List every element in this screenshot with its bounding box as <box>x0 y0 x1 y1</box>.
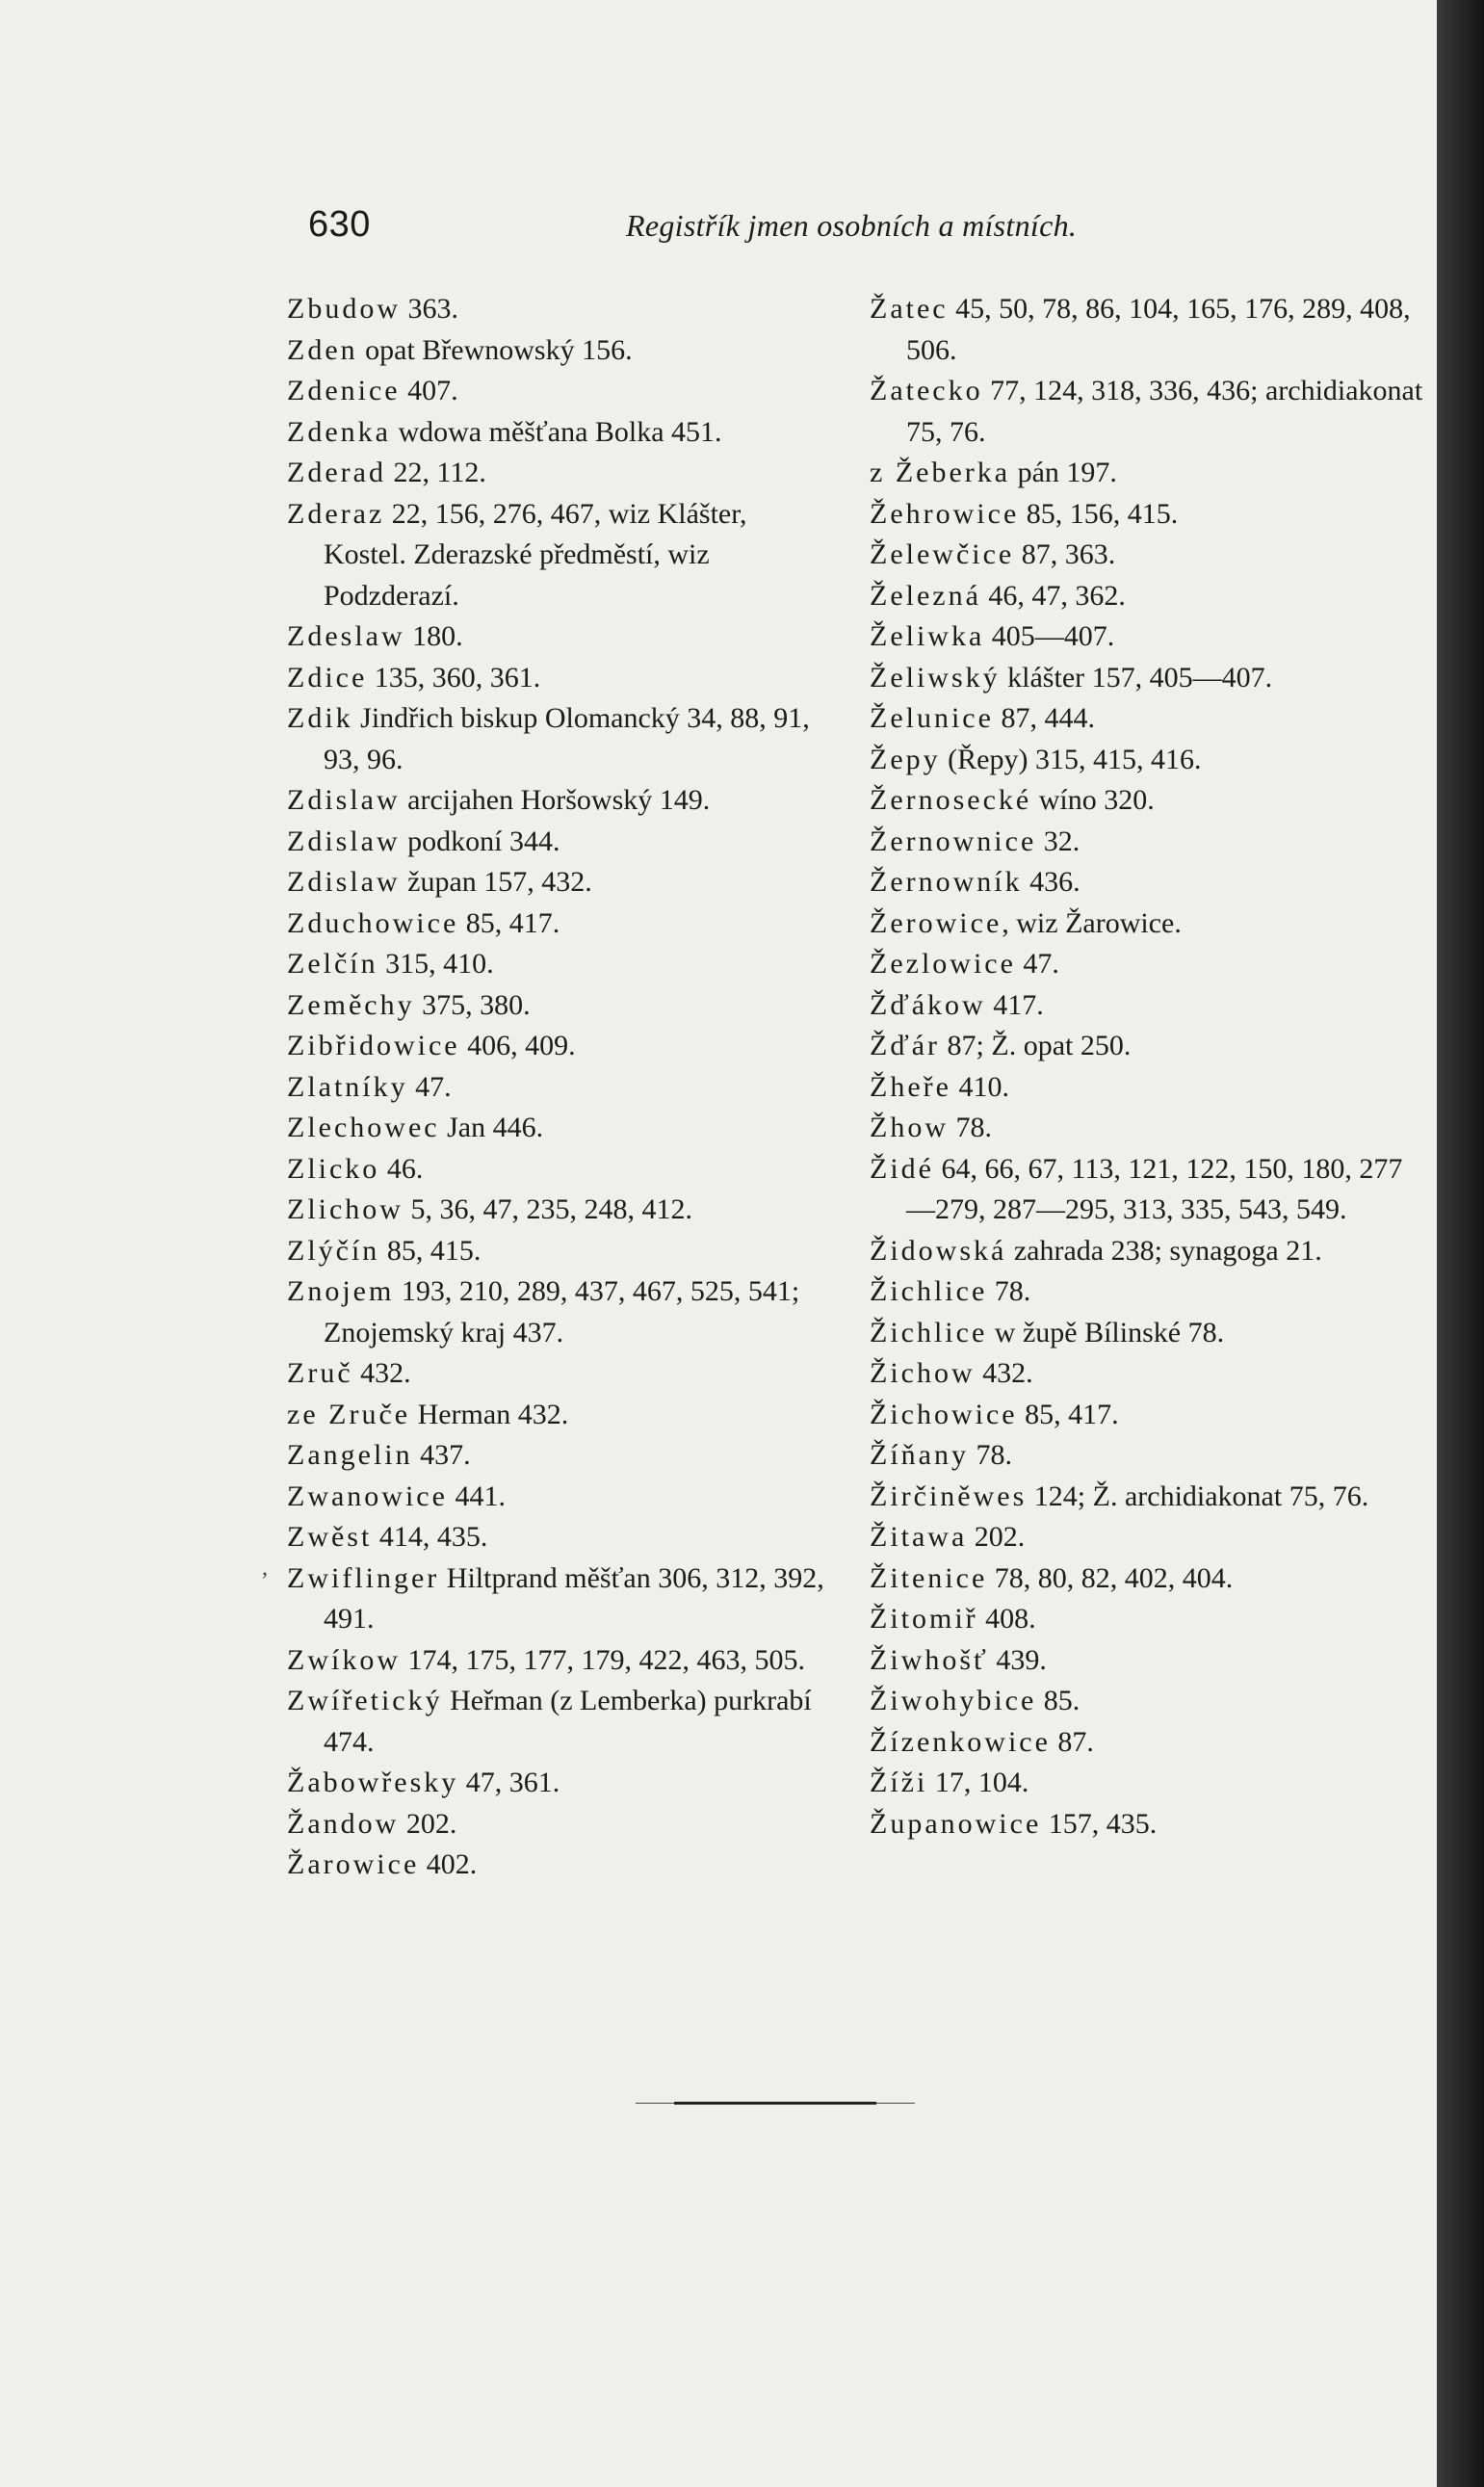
entry-headword: Zlicko <box>287 1152 380 1185</box>
entry-headword: Zlatníky <box>287 1070 408 1103</box>
entry-headword: Zwěst <box>287 1521 373 1553</box>
entry-headword: Žitenice <box>870 1561 988 1594</box>
entry-headword: Želunice <box>870 702 994 734</box>
entry-references: 157, 435. <box>1041 1807 1158 1840</box>
entry-references: 46. <box>379 1152 424 1185</box>
entry-headword: Zlýčín <box>287 1234 380 1267</box>
entry-headword: Zdislaw <box>287 784 401 816</box>
page-header <box>308 204 1136 252</box>
index-entry <box>287 1845 826 1886</box>
index-entry <box>870 1681 1428 1722</box>
index-entry <box>287 1271 826 1353</box>
entry-references: 47. <box>407 1070 452 1103</box>
entry-headword: Zelčín <box>287 948 378 980</box>
index-entry <box>870 944 1428 985</box>
index-entry <box>287 1477 826 1518</box>
entry-references: 85, 156, 415. <box>1019 497 1179 530</box>
entry-references: 77, 124, 318, 336, 436; archidiakonat 75, 76. <box>906 375 1423 448</box>
entry-references: zahrada 238; synagoga 21. <box>1006 1234 1322 1267</box>
entry-references: 85, 417. <box>1017 1398 1119 1430</box>
index-entry <box>870 698 1428 740</box>
entry-headword: Žitawa <box>870 1521 968 1553</box>
entry-headword: Žirčiněwes <box>870 1479 1028 1512</box>
entry-references: 124; Ž. archidiakonat 75, 76. <box>1027 1479 1369 1512</box>
entry-headword: Zwiflinger <box>287 1561 440 1594</box>
entry-headword: Zruč <box>287 1357 353 1389</box>
entry-references: 78, 80, 82, 402, 404. <box>987 1561 1234 1594</box>
entry-references: Herman 432. <box>410 1398 569 1430</box>
entry-references: 417. <box>985 988 1044 1021</box>
entry-headword: Zderaz <box>287 497 385 530</box>
index-entry <box>870 1271 1428 1313</box>
index-entry <box>287 1558 826 1640</box>
index-entry <box>287 862 826 903</box>
entry-headword: Žatecko <box>870 375 983 406</box>
entry-references: pán 197. <box>1010 457 1117 488</box>
entry-references: 85. <box>1036 1685 1080 1716</box>
entry-references: župan 157, 432. <box>400 866 592 898</box>
entry-headword: Zdislaw <box>287 866 401 898</box>
index-entry <box>870 1108 1428 1149</box>
index-entry <box>870 822 1428 863</box>
entry-headword: Zeměchy <box>287 988 415 1021</box>
entry-references: 432. <box>352 1357 411 1389</box>
index-entry <box>870 985 1428 1027</box>
index-entry <box>870 1599 1428 1640</box>
entry-references: Jan 446. <box>439 1112 544 1143</box>
index-entry <box>870 1804 1428 1846</box>
index-entry <box>870 453 1428 494</box>
index-entry <box>870 1722 1428 1764</box>
entry-references: 87, 363. <box>1014 538 1116 570</box>
entry-references: 87; Ž. opat 250. <box>940 1030 1132 1061</box>
entry-headword: Žíňany <box>870 1439 969 1471</box>
index-entry <box>287 1190 826 1231</box>
index-entry <box>287 1353 826 1395</box>
entry-references: 174, 175, 177, 179, 422, 463, 505. <box>401 1643 805 1676</box>
entry-references: 407. <box>400 375 458 406</box>
end-rule-divider <box>674 2102 876 2105</box>
entry-references: 5, 36, 47, 235, 248, 412. <box>403 1193 692 1225</box>
index-entry <box>870 1313 1428 1354</box>
entry-headword: Žheře <box>870 1070 951 1103</box>
entry-references: arcijahen Horšowský 149. <box>400 784 711 816</box>
entry-headword: Znojem <box>287 1275 395 1307</box>
entry-headword: Žíži <box>870 1767 928 1798</box>
index-entry <box>870 1558 1428 1600</box>
entry-headword: Zbudow <box>287 293 401 325</box>
entry-headword: Žezlowice <box>870 948 1016 980</box>
stray-print-mark: , <box>262 1556 268 1581</box>
index-entry <box>287 903 826 945</box>
entry-references: 78. <box>987 1275 1031 1307</box>
entry-headword: Žichlice <box>870 1316 988 1348</box>
entry-headword: Zdenka <box>287 415 391 448</box>
entry-references: 87, 444. <box>993 702 1095 734</box>
entry-references: 64, 66, 67, 113, 121, 122, 150, 180, 277—279, 287—295, 313, 335, 543, 549. <box>906 1152 1403 1225</box>
index-entry <box>870 862 1428 903</box>
entry-references: 135, 360, 361. <box>367 661 541 694</box>
page-edge-shadow <box>1437 0 1484 2487</box>
entry-headword: Žiwhošť <box>870 1643 989 1676</box>
entry-headword: Zwíkow <box>287 1643 401 1676</box>
entry-headword: Zangelin <box>287 1439 413 1471</box>
index-column-right <box>870 289 1428 1845</box>
entry-references: 363. <box>401 293 458 325</box>
entry-references: 375, 380. <box>414 988 531 1021</box>
entry-references: 315, 410. <box>378 948 494 980</box>
entry-references: 180. <box>404 620 463 652</box>
entry-headword: ze Zruče <box>287 1398 411 1430</box>
entry-references: Heřman (z Lemberka) purkrabí 474. <box>324 1685 812 1758</box>
index-entry <box>870 1231 1428 1272</box>
entry-references: 408. <box>977 1603 1036 1635</box>
entry-references: 439. <box>988 1643 1047 1676</box>
entry-headword: Zwanowice <box>287 1479 448 1512</box>
entry-headword: Židowská <box>870 1234 1007 1267</box>
entry-references: 22, 156, 276, 467, wiz Klášter, Kostel. Zderazské předměstí, wiz Podzderazí. <box>324 497 747 612</box>
entry-references: (Řepy) 315, 415, 416. <box>940 743 1202 775</box>
index-entry <box>287 1026 826 1067</box>
entry-headword: Žabowřesky <box>287 1767 459 1798</box>
index-entry <box>287 1231 826 1272</box>
entry-headword: Žatec <box>870 293 949 325</box>
index-entry <box>870 616 1428 658</box>
entry-references: , wiz Žarowice. <box>1002 906 1182 939</box>
entry-references: 436. <box>1022 866 1080 898</box>
entry-headword: Žerowice <box>870 906 1002 939</box>
index-entry <box>287 1804 826 1846</box>
entry-headword: Žehrowice <box>870 497 1020 530</box>
entry-headword: Žichowice <box>870 1398 1018 1430</box>
entry-headword: Žepy <box>870 743 941 775</box>
entry-references: 17, 104. <box>927 1767 1029 1798</box>
entry-headword: Žďákow <box>870 988 986 1021</box>
index-entry <box>287 1681 826 1763</box>
entry-references: opat Břewnowský 156. <box>357 333 633 366</box>
entry-headword: Žitomiř <box>870 1603 978 1635</box>
entry-headword: Zdik <box>287 702 353 734</box>
index-entry <box>287 1763 826 1804</box>
entry-headword: Žhow <box>870 1112 949 1143</box>
index-entry <box>870 1395 1428 1436</box>
index-entry <box>870 371 1428 453</box>
index-entry <box>287 1108 826 1149</box>
entry-headword: Žichlice <box>870 1275 988 1307</box>
entry-headword: Zden <box>287 333 358 366</box>
index-entry <box>870 1640 1428 1682</box>
index-entry <box>287 658 826 699</box>
entry-references: 202. <box>399 1807 457 1840</box>
entry-headword: z Žeberka <box>870 457 1011 488</box>
entry-references: klášter 157, 405—407. <box>1000 661 1273 694</box>
index-entry <box>870 1353 1428 1395</box>
entry-references: 32. <box>1036 825 1080 857</box>
entry-headword: Želiwský <box>870 661 1001 694</box>
entry-references: 432. <box>975 1357 1033 1389</box>
entry-headword: Žďár <box>870 1030 941 1061</box>
entry-headword: Židé <box>870 1152 934 1185</box>
index-entry <box>287 1517 826 1558</box>
index-entry <box>870 740 1428 781</box>
index-entry <box>870 1477 1428 1518</box>
index-entry <box>870 576 1428 617</box>
index-entry <box>287 1149 826 1191</box>
entry-references: 85, 417. <box>458 906 560 939</box>
entry-references: 406, 409. <box>459 1030 576 1061</box>
index-entry <box>870 289 1428 371</box>
entry-headword: Žichow <box>870 1357 976 1389</box>
index-entry <box>287 330 826 372</box>
entry-references: 437. <box>412 1439 471 1471</box>
entry-references: 202. <box>967 1521 1026 1553</box>
page-number: 630 <box>308 204 371 245</box>
entry-references: 402. <box>419 1848 478 1880</box>
entry-references: 405—407. <box>984 620 1115 652</box>
index-entry <box>287 985 826 1027</box>
entry-references: 410. <box>950 1070 1009 1103</box>
entry-headword: Žiwohybice <box>870 1685 1037 1716</box>
index-entry <box>287 371 826 412</box>
index-entry <box>287 453 826 494</box>
index-entry <box>287 780 826 822</box>
entry-references: Hiltprand měšťan 306, 312, 392, 491. <box>324 1561 824 1635</box>
index-entry <box>287 412 826 454</box>
entry-references: 45, 50, 78, 86, 104, 165, 176, 289, 408, 506. <box>906 293 1411 366</box>
entry-headword: Žernosecké <box>870 784 1032 816</box>
index-entry <box>287 698 826 780</box>
index-entry <box>870 1067 1428 1109</box>
index-entry <box>870 780 1428 822</box>
index-entry <box>870 494 1428 536</box>
entry-references: 47. <box>1015 948 1059 980</box>
entry-references: 193, 210, 289, 437, 467, 525, 541; Znojemský kraj 437. <box>324 1275 800 1348</box>
index-entry <box>287 1395 826 1436</box>
entry-references: wdowa měšťana Bolka 451. <box>390 415 722 448</box>
running-title: Registřík jmen osobních a místních. <box>626 208 1078 243</box>
index-entry <box>870 535 1428 576</box>
entry-headword: Zdice <box>287 661 368 694</box>
entry-references: 441. <box>447 1479 506 1512</box>
index-entry <box>870 658 1428 699</box>
entry-headword: Zdenice <box>287 375 401 406</box>
index-entry <box>287 494 826 617</box>
index-entry <box>287 289 826 330</box>
entry-headword: Županowice <box>870 1807 1042 1840</box>
index-column-left <box>287 289 826 1886</box>
entry-references: podkoní 344. <box>400 825 560 857</box>
entry-references: wíno 320. <box>1031 784 1155 816</box>
entry-references: 414, 435. <box>372 1521 488 1553</box>
index-entry <box>287 822 826 863</box>
index-entry <box>870 1026 1428 1067</box>
entry-headword: Želiwka <box>870 620 985 652</box>
index-entry <box>287 1067 826 1109</box>
entry-references: 22, 112. <box>385 457 486 488</box>
index-entry <box>870 1149 1428 1231</box>
entry-headword: Zibřidowice <box>287 1030 460 1061</box>
entry-references: 78. <box>968 1439 1012 1471</box>
entry-references: 46, 47, 362. <box>980 579 1126 612</box>
entry-headword: Zdislaw <box>287 825 401 857</box>
entry-headword: Zdeslaw <box>287 620 405 652</box>
entry-headword: Žízenkowice <box>870 1725 1051 1758</box>
entry-headword: Zlechowec <box>287 1112 440 1143</box>
index-entry <box>287 1435 826 1477</box>
index-entry <box>870 1435 1428 1477</box>
entry-headword: Zderad <box>287 457 386 488</box>
index-entry <box>870 903 1428 945</box>
index-entry <box>287 1640 826 1682</box>
entry-references: 47, 361. <box>458 1767 560 1798</box>
entry-references: 78. <box>949 1112 992 1143</box>
index-entry <box>287 616 826 658</box>
entry-headword: Zlichow <box>287 1193 404 1225</box>
index-entry <box>287 944 826 985</box>
entry-references: w župě Bílinské 78. <box>987 1316 1225 1348</box>
entry-headword: Žandow <box>287 1807 400 1840</box>
entry-headword: Zwířetický <box>287 1685 443 1716</box>
entry-headword: Želewčice <box>870 538 1015 570</box>
entry-headword: Žernowník <box>870 866 1023 898</box>
entry-headword: Žernownice <box>870 825 1037 857</box>
index-entry <box>870 1763 1428 1804</box>
entry-headword: Žarowice <box>287 1848 420 1880</box>
entry-headword: Zduchowice <box>287 906 459 939</box>
entry-references: Jindřich biskup Olomancký 34, 88, 91, 93, 96. <box>324 702 810 775</box>
index-entry <box>870 1517 1428 1558</box>
entry-references: 87. <box>1050 1725 1094 1758</box>
entry-headword: Železná <box>870 579 981 612</box>
entry-references: 85, 415. <box>379 1234 482 1267</box>
